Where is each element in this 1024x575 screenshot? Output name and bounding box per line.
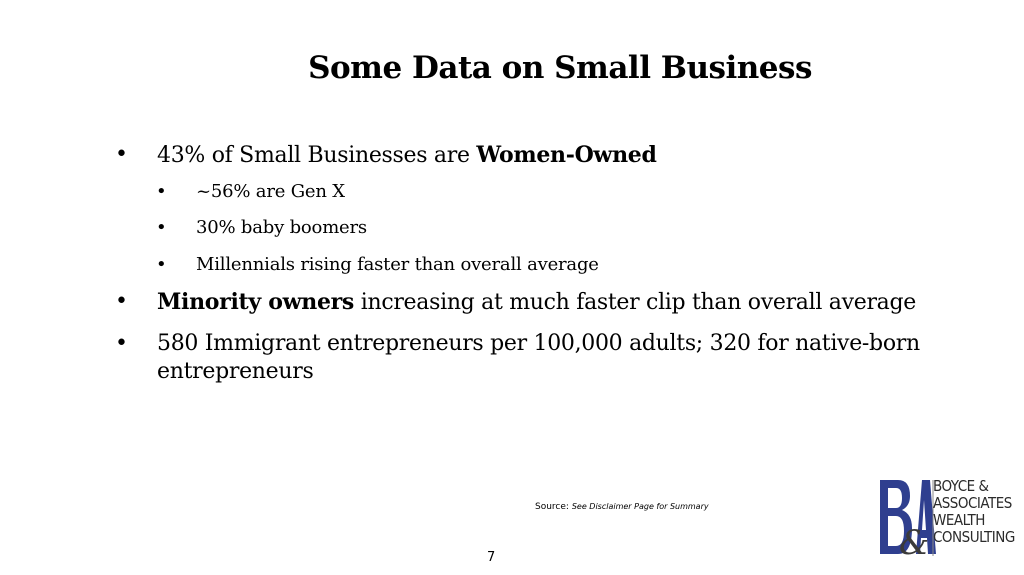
logo-line: WEALTH [933,511,985,529]
logo-line: CONSULTING [933,528,1015,546]
svg-text:&: & [899,523,930,558]
logo-monogram [880,480,936,558]
bullet-text: increasing at much faster clip than overall average [354,290,916,315]
bullet-bold-text: Minority owners [157,289,355,315]
sub-bullet-item [156,180,345,204]
bullet-marker: • [115,331,128,356]
sub-bullet-item [156,216,367,240]
bullet-item [115,288,916,317]
logo-line: BOYCE & [933,477,989,495]
logo-line: ASSOCIATES [933,494,1012,512]
source-label: Source: [535,502,569,512]
bullet-bold-text: Women-Owned [476,142,657,168]
bullet-item [115,141,657,170]
slide-title: Some Data on Small Business [308,50,812,86]
bullet-text: 43% of Small Businesses are [157,143,477,168]
page-number: 7 [487,550,496,565]
bullet-marker: • [115,289,128,314]
source-text: See Disclaimer Page for Summary [571,502,709,511]
bullet-marker: • [156,181,167,202]
logo-wordmark [933,478,1015,546]
bullet-marker: • [156,217,167,238]
bullet-marker: • [115,142,128,167]
sub-bullet-item [156,253,599,277]
sub-bullet-text: Millennials rising faster than overall average [196,254,599,275]
sub-bullet-text: 30% baby boomers [196,217,367,238]
bullet-text-continued: entrepreneurs [157,359,314,384]
bullet-item [115,330,920,386]
bullet-text: 580 Immigrant entrepreneurs per 100,000 adults; 320 for native-born [157,331,920,356]
bullet-marker: • [156,254,167,275]
sub-bullet-text: ~56% are Gen X [196,181,345,202]
source-note [535,502,709,512]
